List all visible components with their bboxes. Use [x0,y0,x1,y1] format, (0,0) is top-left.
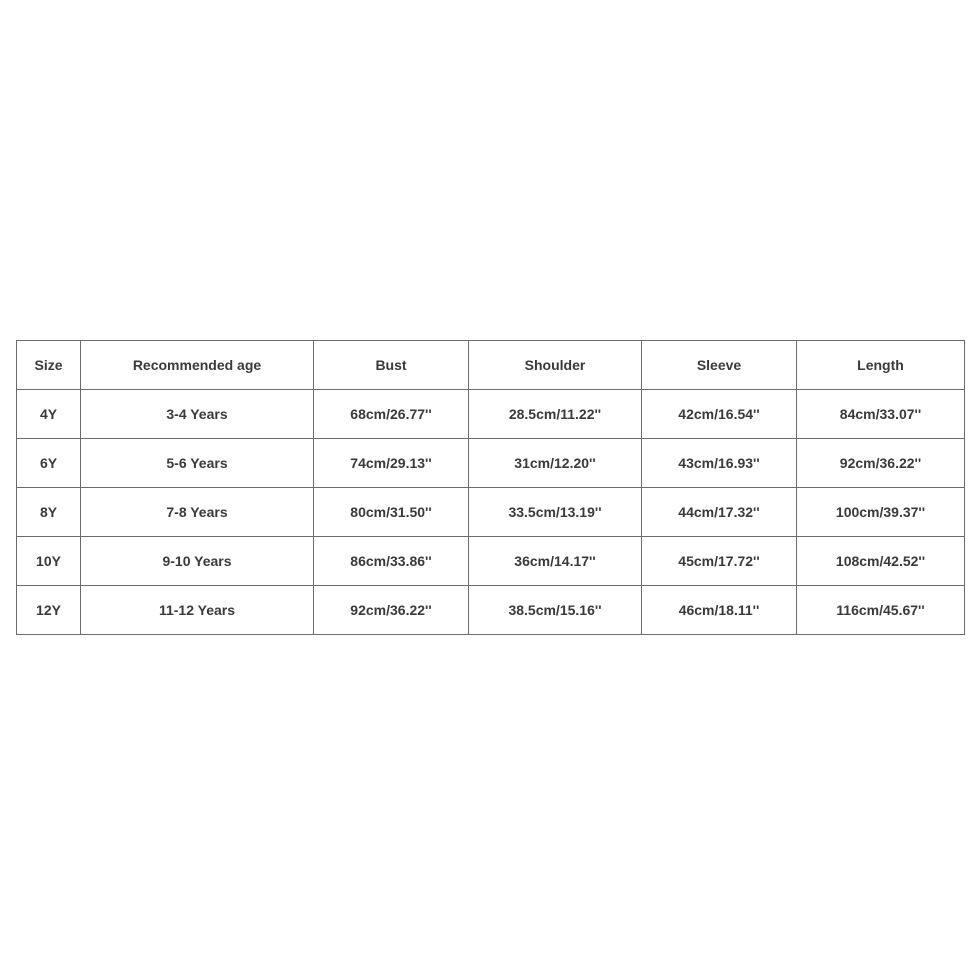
size-chart-table [16,340,965,635]
cell-sleeve: 46cm/18.11'' [642,586,797,635]
cell-size: 12Y [17,586,81,635]
header-bust: Bust [314,341,469,390]
cell-bust: 74cm/29.13'' [314,439,469,488]
header-size: Size [17,341,81,390]
cell-recommended-age: 3-4 Years [81,390,314,439]
cell-length: 108cm/42.52'' [797,537,965,586]
cell-size: 6Y [17,439,81,488]
header-row [17,341,965,390]
cell-length: 84cm/33.07'' [797,390,965,439]
cell-sleeve: 45cm/17.72'' [642,537,797,586]
table-row [17,390,965,439]
header-shoulder: Shoulder [469,341,642,390]
cell-shoulder: 33.5cm/13.19'' [469,488,642,537]
table-row [17,439,965,488]
table-header [17,341,965,390]
header-length: Length [797,341,965,390]
cell-sleeve: 44cm/17.32'' [642,488,797,537]
header-recommended-age: Recommended age [81,341,314,390]
cell-sleeve: 43cm/16.93'' [642,439,797,488]
table-row [17,586,965,635]
cell-shoulder: 38.5cm/15.16'' [469,586,642,635]
cell-recommended-age: 11-12 Years [81,586,314,635]
cell-bust: 68cm/26.77'' [314,390,469,439]
cell-size: 10Y [17,537,81,586]
cell-sleeve: 42cm/16.54'' [642,390,797,439]
cell-bust: 80cm/31.50'' [314,488,469,537]
cell-recommended-age: 5-6 Years [81,439,314,488]
header-sleeve: Sleeve [642,341,797,390]
cell-shoulder: 28.5cm/11.22'' [469,390,642,439]
cell-recommended-age: 7-8 Years [81,488,314,537]
table-row [17,537,965,586]
cell-bust: 86cm/33.86'' [314,537,469,586]
cell-size: 8Y [17,488,81,537]
cell-length: 92cm/36.22'' [797,439,965,488]
cell-bust: 92cm/36.22'' [314,586,469,635]
cell-length: 100cm/39.37'' [797,488,965,537]
cell-shoulder: 31cm/12.20'' [469,439,642,488]
cell-recommended-age: 9-10 Years [81,537,314,586]
cell-size: 4Y [17,390,81,439]
table-body [17,390,965,635]
cell-shoulder: 36cm/14.17'' [469,537,642,586]
cell-length: 116cm/45.67'' [797,586,965,635]
table-row [17,488,965,537]
